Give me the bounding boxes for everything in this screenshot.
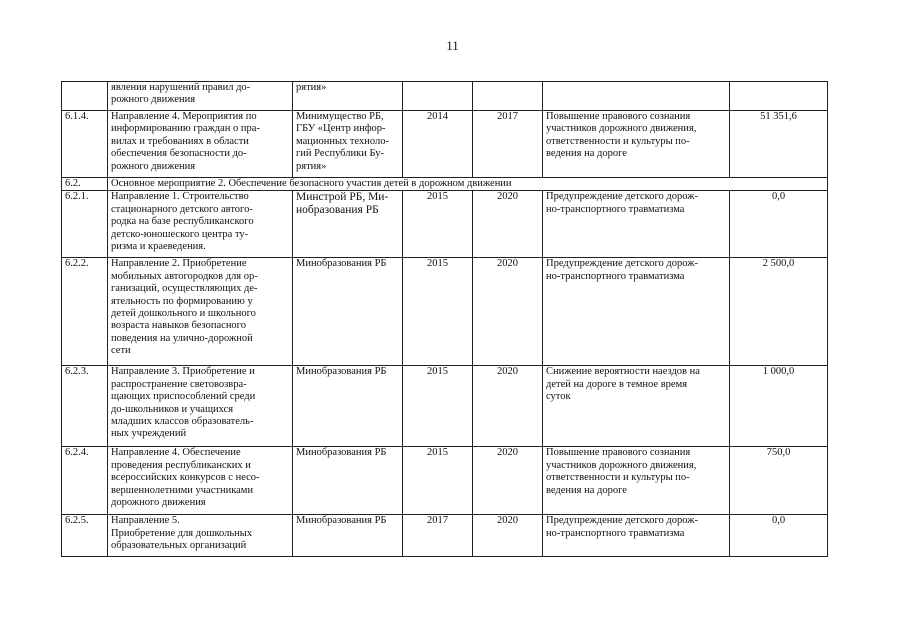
direction-cell: Направление 2. Приобретение мобильных автогородков для ор- ганизаций, осуществляющих де- ятельность по формированию у детей дошкольного и школьного возраста навыков безопасного поведения на улично-дорожной сети: [108, 258, 293, 366]
table-row: [62, 515, 828, 557]
amount-cell: 0,0: [730, 515, 828, 557]
table-row: [62, 82, 828, 111]
amount-cell: 0,0: [730, 191, 828, 258]
amount-cell: [730, 82, 828, 111]
row-number: 6.2.: [62, 178, 108, 191]
executor-cell: Минобразования РБ: [293, 515, 403, 557]
result-cell: Снижение вероятности наездов на детей на дороге в темное время суток: [543, 366, 730, 447]
section-heading: Основное мероприятие 2. Обеспечение безопасного участия детей в дорожном движении: [108, 178, 828, 191]
direction-cell: явления нарушений правил до- рожного движения: [108, 82, 293, 111]
row-number: [62, 82, 108, 111]
row-number: 6.2.2.: [62, 258, 108, 366]
executor-cell: Минобразования РБ: [293, 447, 403, 515]
measures-table: [61, 81, 828, 557]
end-year-cell: [473, 82, 543, 111]
end-year-cell: 2020: [473, 258, 543, 366]
table-row: [62, 191, 828, 258]
result-cell: Повышение правового сознания участников дорожного движения, ответственности и культуры по- ведения на дороге: [543, 447, 730, 515]
start-year-cell: 2015: [403, 191, 473, 258]
start-year-cell: 2015: [403, 366, 473, 447]
table-row: [62, 111, 828, 178]
direction-cell: Направление 3. Приобретение и распространение световозвра- щающих приспособлений среди до-школьников и учащихся младших классов образователь- ных учреждений: [108, 366, 293, 447]
executor-cell: Минимущество РБ, ГБУ «Центр инфор- мационных техноло- гий Республики Бу- рятия»: [293, 111, 403, 178]
result-cell: Предупреждение детского дорож- но-транспортного травматизма: [543, 515, 730, 557]
end-year-cell: 2020: [473, 191, 543, 258]
executor-cell: Минстрой РБ, Ми- нобразования РБ: [293, 191, 403, 258]
executor-cell: Минобразования РБ: [293, 366, 403, 447]
end-year-cell: 2017: [473, 111, 543, 178]
amount-cell: 2 500,0: [730, 258, 828, 366]
row-number: 6.2.1.: [62, 191, 108, 258]
direction-cell: Направление 5. Приобретение для дошкольных образовательных организаций: [108, 515, 293, 557]
result-cell: Предупреждение детского дорож- но-транспортного травматизма: [543, 191, 730, 258]
result-cell: Повышение правового сознания участников дорожного движения, ответственности и культуры по- ведения на дороге: [543, 111, 730, 178]
amount-cell: 1 000,0: [730, 366, 828, 447]
row-number: 6.1.4.: [62, 111, 108, 178]
end-year-cell: 2020: [473, 366, 543, 447]
start-year-cell: 2014: [403, 111, 473, 178]
row-number: 6.2.5.: [62, 515, 108, 557]
start-year-cell: 2015: [403, 447, 473, 515]
row-number: 6.2.3.: [62, 366, 108, 447]
row-number: 6.2.4.: [62, 447, 108, 515]
table-row: [62, 178, 828, 191]
end-year-cell: 2020: [473, 447, 543, 515]
page-number: 11: [446, 38, 459, 53]
result-cell: Предупреждение детского дорож- но-транспортного травматизма: [543, 258, 730, 366]
start-year-cell: 2017: [403, 515, 473, 557]
start-year-cell: 2015: [403, 258, 473, 366]
result-cell: [543, 82, 730, 111]
table-row: [62, 258, 828, 366]
executor-cell: Минобразования РБ: [293, 258, 403, 366]
direction-cell: Направление 4. Мероприятия по информированию граждан о пра- вилах и требованиях в области обеспечения безопасности до- рожного движения: [108, 111, 293, 178]
direction-cell: Направление 1. Строительство стационарного детского автого- родка на базе республиканского детско-юношеского центра ту- ризма и краеведения.: [108, 191, 293, 258]
amount-cell: 51 351,6: [730, 111, 828, 178]
table-row: [62, 447, 828, 515]
table-row: [62, 366, 828, 447]
end-year-cell: 2020: [473, 515, 543, 557]
executor-cell: рятия»: [293, 82, 403, 111]
direction-cell: Направление 4. Обеспечение проведения республиканских и всероссийских конкурсов с несо- вершеннолетними участниками дорожного движения: [108, 447, 293, 515]
amount-cell: 750,0: [730, 447, 828, 515]
start-year-cell: [403, 82, 473, 111]
